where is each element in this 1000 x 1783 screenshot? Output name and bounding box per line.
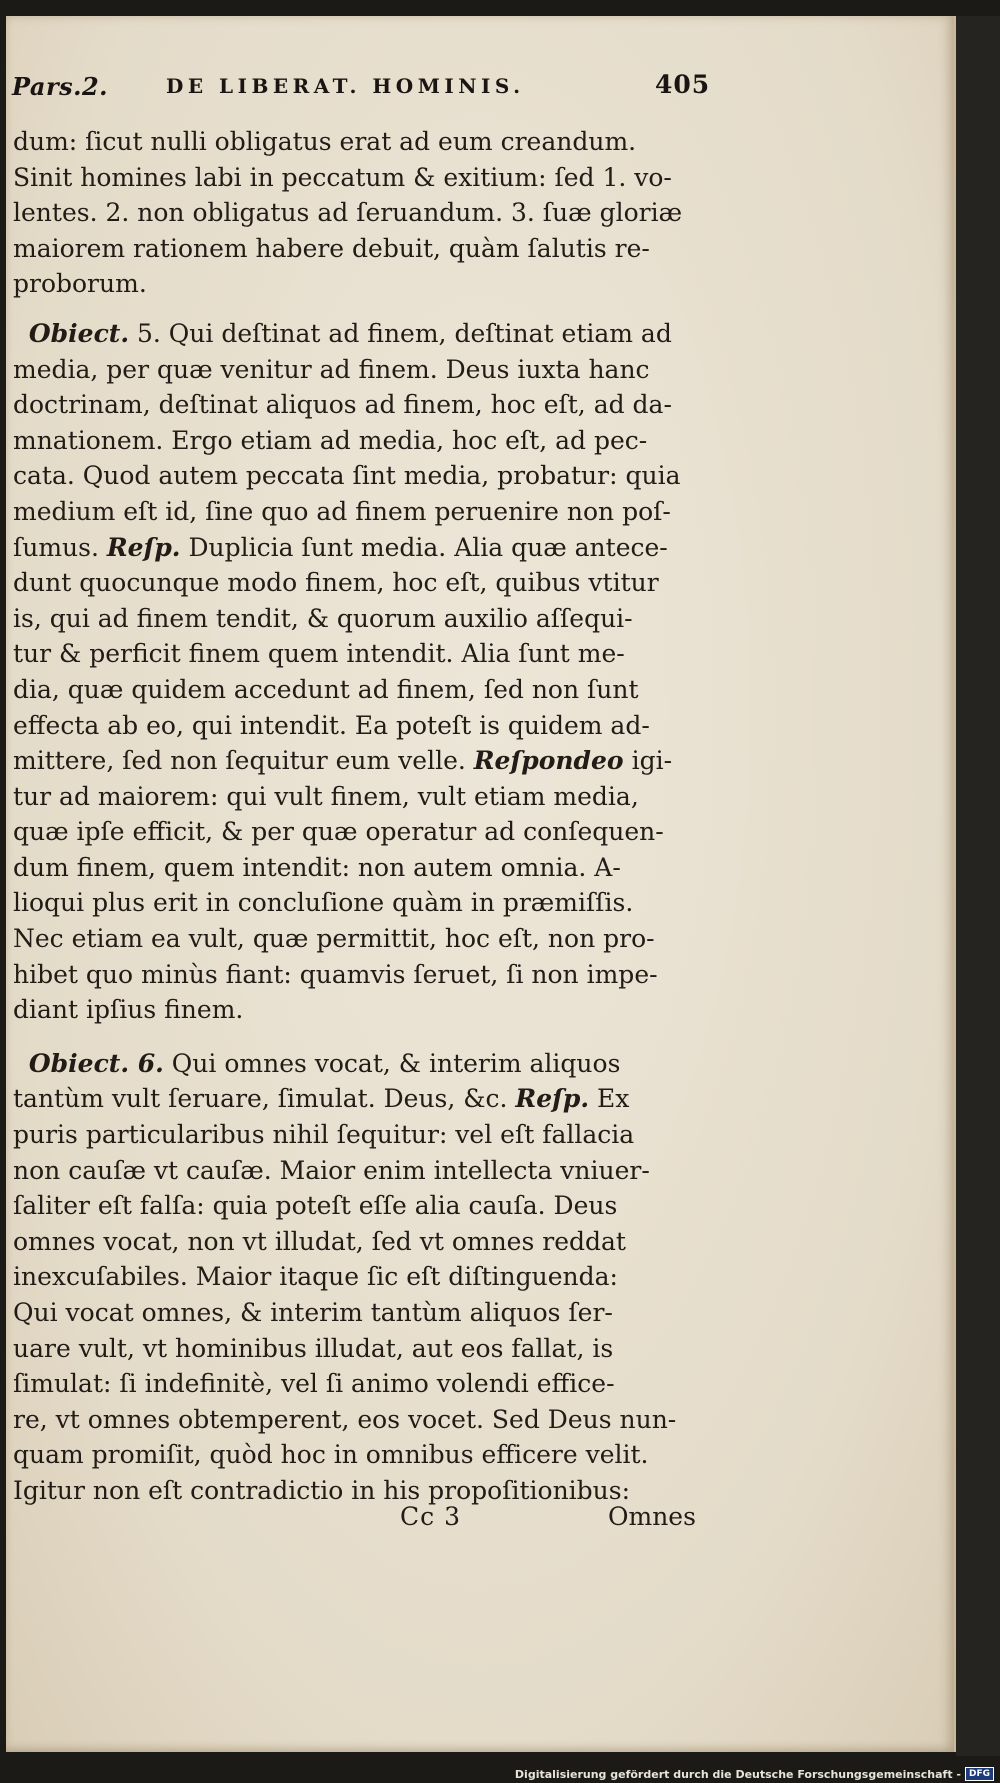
paragraph-continuation [13,124,703,302]
text-line: mnationem. Ergo etiam ad media, hoc eſt, ad pec- [13,425,648,455]
text-line [13,1081,703,1117]
text-line [13,530,703,566]
text-line: uare vult, vt hominibus illudat, aut eos fallat, is [13,1333,614,1363]
text-line [13,316,703,352]
text-line: dum finem, quem intendit: non autem omnia. A- [13,852,621,882]
text-line: Sinit homines labi in peccatum & exitium: ſed 1. vo- [13,162,672,192]
text-line: effecta ab eo, qui intendit. Ea poteſt is quidem ad- [13,710,650,740]
text-line: re, vt omnes obtemperent, eos vocet. Sed Deus nun- [13,1404,677,1434]
signature-mark: Cc 3 [400,1502,461,1531]
text-line: Qui vocat omnes, & interim tantùm aliquos ſer- [13,1298,613,1327]
text-line: maiorem rationem habere debuit, quàm ſalutis re- [13,233,650,263]
page-number: 405 [655,70,711,99]
scan-border [956,16,1000,1756]
text-line: diant ipſius finem. [13,995,244,1025]
text-line: dia, quæ quidem accedunt ad finem, ſed non ſunt [13,674,639,704]
objection-5-paragraph [13,316,703,1028]
text-span: igi- [623,746,673,776]
digitization-credit [515,1767,994,1781]
text-line: tur ad maiorem: qui vult finem, vult etiam media, [13,781,639,811]
dfg-logo: DFG [965,1767,994,1781]
objection-label: Obiect. 6. [28,1048,164,1078]
text-span: Qui omnes vocat, & interim aliquos [163,1048,621,1078]
text-line: quæ ipſe efficit, & per quæ operatur ad conſequen- [13,817,664,847]
running-header [10,70,710,108]
page-footer [400,1502,720,1538]
text-span: tantùm vult ſeruare, ſimulat. Deus, &c. [13,1084,516,1114]
respondeo-label: Reſpondeo [473,746,624,776]
text-line: ſimulat: ſi indefinitè, vel ſi animo volendi effice- [13,1369,615,1399]
response-label: Reſp. [515,1084,590,1114]
text-line: Nec etiam ea vult, quæ permittit, hoc eſt, non pro- [13,924,655,954]
catchword: Omnes [608,1502,696,1531]
text-line: dunt quocunque modo finem, hoc eſt, quibus vtitur [13,568,659,598]
text-line: hibet quo minùs fiant: quamvis ſeruet, ſi non impe- [13,959,658,989]
text-line: lentes. 2. non obligatus ad ſeruandum. 3. ſuæ gloriæ [13,198,683,228]
text-span: Ex [589,1084,630,1114]
text-line: proborum. [13,269,147,299]
text-line: quam promiſit, quòd hoc in omnibus efficere velit. [13,1440,649,1470]
objection-label: Obiect. [28,318,130,348]
text-span: 5. Qui deſtinat ad finem, deſtinat etiam ad [129,318,672,348]
text-line: inexcuſabiles. Maior itaque ſic eſt diſtinguenda: [13,1262,618,1292]
text-line: dum: ſicut nulli obligatus erat ad eum creandum. [13,127,637,156]
page-body [13,124,703,1509]
header-part-label: Pars.2. [12,72,109,101]
credit-text: Digitalisierung gefördert durch die Deutsche Forschungsgemeinschaft - [514,1767,961,1781]
objection-6-paragraph [13,1046,703,1509]
header-title: DE LIBERAT. HOMINIS. [166,74,525,98]
text-span: Duplicia ſunt media. Alia quæ antece- [180,532,668,562]
text-span: ſumus. [13,532,107,562]
text-line: media, per quæ venitur ad finem. Deus iuxta hanc [13,354,650,384]
text-line: medium eſt id, ſine quo ad finem peruenire non poſ- [13,496,671,526]
text-line: Igitur non eſt contradictio in his propoſitionibus: [13,1475,631,1505]
text-line: is, qui ad finem tendit, & quorum auxilio aſſequi- [13,603,633,633]
text-line: non cauſæ vt cauſæ. Maior enim intellecta vniuer- [13,1155,650,1185]
text-line: ſaliter eſt falſa: quia poteſt eſſe alia cauſa. Deus [13,1191,618,1221]
response-label: Reſp. [106,532,181,562]
text-line: doctrinam, deſtinat aliquos ad finem, hoc eſt, ad da- [13,390,672,420]
text-line: cata. Quod autem peccata ſint media, probatur: quia [13,461,681,491]
text-line: lioqui plus erit in concluſione quàm in præmiſſis. [13,888,634,918]
text-line [13,1046,703,1082]
text-line: omnes vocat, non vt illudat, ſed vt omnes reddat [13,1226,626,1256]
text-line: tur & perficit finem quem intendit. Alia ſunt me- [13,639,625,669]
text-span: mittere, ſed non ſequitur eum velle. [13,746,474,776]
text-line [13,743,703,779]
text-line: puris particularibus nihil ſequitur: vel eſt fallacia [13,1120,635,1150]
